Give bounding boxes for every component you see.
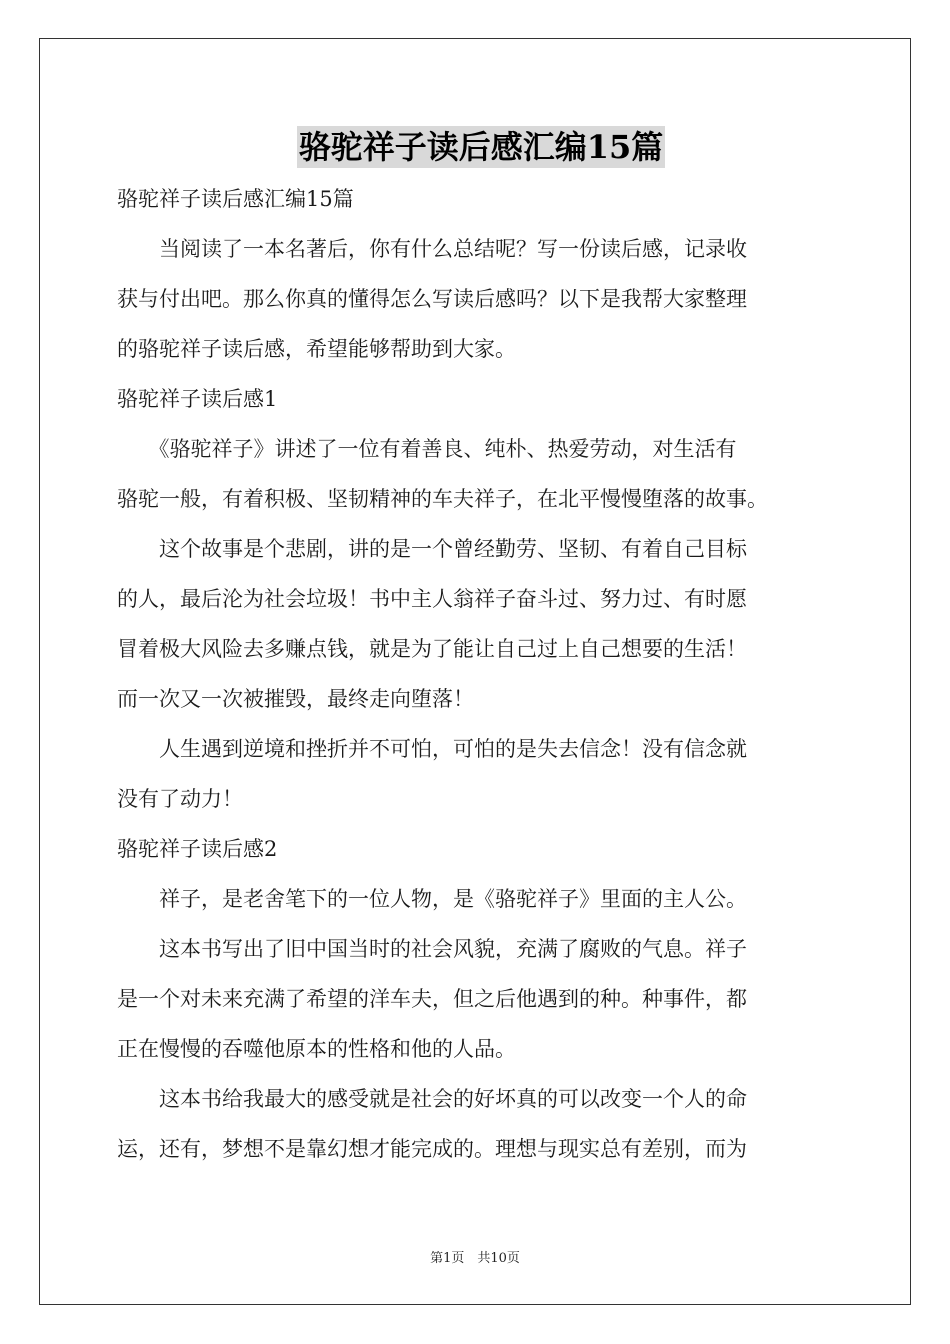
text-line: 这本书给我最大的感受就是社会的好坏真的可以改变一个人的命: [117, 1087, 747, 1111]
text-line: 正在慢慢的吞噬他原本的性格和他的人品。: [117, 1037, 516, 1061]
text-line: 没有了动力！: [117, 787, 243, 811]
text-line: 骆驼一般，有着积极、坚韧精神的车夫祥子，在北平慢慢堕落的故事。: [117, 487, 768, 511]
text-line: 这本书写出了旧中国当时的社会风貌，充满了腐败的气息。祥子: [117, 937, 747, 961]
text-line: 骆驼祥子读后感2: [117, 837, 278, 861]
text-line: 而一次又一次被摧毁，最终走向堕落！: [117, 687, 474, 711]
page-border: [39, 38, 911, 1305]
text-line: 骆驼祥子读后感1: [117, 387, 278, 411]
text-line: 冒着极大风险去多赚点钱，就是为了能让自己过上自己想要的生活！: [117, 637, 747, 661]
text-line: 的骆驼祥子读后感，希望能够帮助到大家。: [117, 337, 516, 361]
text-line: 的人，最后沦为社会垃圾！书中主人翁祥子奋斗过、努力过、有时愿: [117, 587, 747, 611]
text-line: 获与付出吧。那么你真的懂得怎么写读后感吗？以下是我帮大家整理: [117, 287, 747, 311]
text-line: 当阅读了一本名著后，你有什么总结呢？写一份读后感，记录收: [117, 237, 747, 261]
title-wrap: [117, 126, 845, 168]
page-footer: 第1页 共10页: [430, 1251, 520, 1266]
document-title: 骆驼祥子读后感汇编15篇: [298, 128, 664, 166]
text-line: 运，还有，梦想不是靠幻想才能完成的。理想与现实总有差别，而为: [117, 1137, 747, 1161]
text-line: 《骆驼祥子》讲述了一位有着善良、纯朴、热爱劳动，对生活有: [117, 437, 737, 461]
text-line: 人生遇到逆境和挫折并不可怕，可怕的是失去信念！没有信念就: [117, 737, 747, 761]
text-line: 祥子，是老舍笔下的一位人物，是《骆驼祥子》里面的主人公。: [117, 887, 747, 911]
text-line: 这个故事是个悲剧，讲的是一个曾经勤劳、坚韧、有着自己目标: [117, 537, 747, 561]
text-line: 骆驼祥子读后感汇编15篇: [117, 187, 354, 211]
text-line: 是一个对未来充满了希望的洋车夫，但之后他遇到的种。种事件，都: [117, 987, 747, 1011]
